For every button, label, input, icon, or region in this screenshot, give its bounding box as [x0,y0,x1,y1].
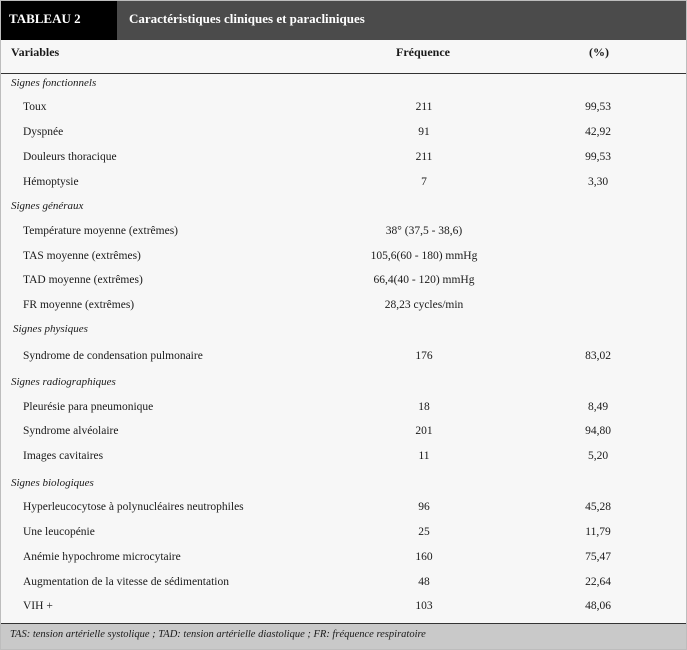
cell-frequence: 38° (37,5 - 38,6) [385,225,463,237]
cell-percent: 99,53 [585,101,611,113]
cell-percent: 75,47 [585,551,611,563]
cell-percent: 3,30 [587,176,609,188]
cell-variable: Température moyenne (extrêmes) [23,225,179,237]
table-row [1,423,686,439]
cell-variable: FR moyenne (extrêmes) [23,299,135,311]
cell-percent: 8,49 [587,401,609,413]
cell-frequence: 211 [415,151,433,163]
cell-frequence: 201 [415,425,433,437]
cell-variable: Hémoptysie [23,176,79,188]
cell-frequence: 105,6(60 - 180) mmHg [370,250,478,262]
section-label: Signes radiographiques [11,376,116,388]
cell-variable: TAD moyenne (extrêmes) [23,274,143,286]
header-percent: (%) [589,45,609,59]
cell-variable: Hyperleucocytose à polynucléaires neutrophiles [23,501,244,513]
table-row [1,524,686,540]
cell-variable: Toux [23,101,47,113]
cell-percent: 48,06 [585,600,611,612]
cell-frequence: 96 [418,501,430,513]
cell-percent: 22,64 [585,576,611,588]
table-row [1,248,686,264]
cell-frequence: 28,23 cycles/min [384,299,464,311]
cell-variable: Douleurs thoracique [23,151,117,163]
footnote: TAS: tension artérielle systolique ; TAD: tension artérielle diastolique ; FR: fréquence respiratoire [10,629,426,640]
table-row [1,348,686,364]
cell-frequence: 160 [415,551,433,563]
table-title: Caractéristiques cliniques et paracliniques [129,11,365,26]
section-label: Signes physiques [13,323,88,335]
cell-percent: 45,28 [585,501,611,513]
cell-variable: Pleurésie para pneumonique [23,401,154,413]
table-footer [1,623,686,649]
section-label: Signes fonctionnels [11,77,97,89]
cell-variable: Dyspnée [23,126,64,138]
section-row [1,475,686,491]
cell-frequence: 176 [415,350,433,362]
cell-variable: Anémie hypochrome microcytaire [23,551,181,563]
cell-percent: 42,92 [585,126,611,138]
table-row [1,272,686,288]
table-row [1,297,686,313]
cell-percent: 83,02 [585,350,611,362]
table-row [1,549,686,565]
cell-frequence: 91 [418,126,430,138]
cell-variable: Syndrome de condensation pulmonaire [23,350,203,362]
cell-frequence: 7 [421,176,427,188]
title-bar [1,1,686,40]
cell-variable: Augmentation de la vitesse de sédimentation [23,576,229,588]
section-row [1,198,686,214]
table-row [1,598,686,614]
cell-variable: TAS moyenne (extrêmes) [23,250,141,262]
table-row [1,149,686,165]
table-row [1,574,686,590]
section-row [1,75,686,91]
table-header-row [1,40,686,74]
cell-percent: 94,80 [585,425,611,437]
cell-frequence: 11 [418,450,430,462]
section-label: Signes généraux [11,200,84,212]
section-row [1,374,686,390]
table-row [1,499,686,515]
cell-frequence: 103 [415,600,433,612]
section-label: Signes biologiques [11,477,94,489]
table-row [1,124,686,140]
cell-variable: Une leucopénie [23,526,95,538]
cell-percent: 5,20 [587,450,609,462]
cell-frequence: 66,4(40 - 120) mmHg [373,274,475,286]
header-variables: Variables [11,45,60,59]
cell-frequence: 18 [418,401,430,413]
cell-frequence: 48 [418,576,430,588]
cell-percent: 11,79 [585,526,611,538]
section-row [1,321,686,337]
table-row [1,448,686,464]
cell-frequence: 211 [415,101,433,113]
header-frequence: Fréquence [396,45,450,59]
cell-frequence: 25 [418,526,430,538]
table-row [1,223,686,239]
cell-variable: Syndrome alvéolaire [23,425,119,437]
table-row [1,399,686,415]
cell-percent: 99,53 [585,151,611,163]
table-row [1,174,686,190]
table-label: TABLEAU 2 [1,1,117,40]
cell-variable: Images cavitaires [23,450,104,462]
table-row [1,99,686,115]
cell-variable: VIH + [23,600,53,612]
